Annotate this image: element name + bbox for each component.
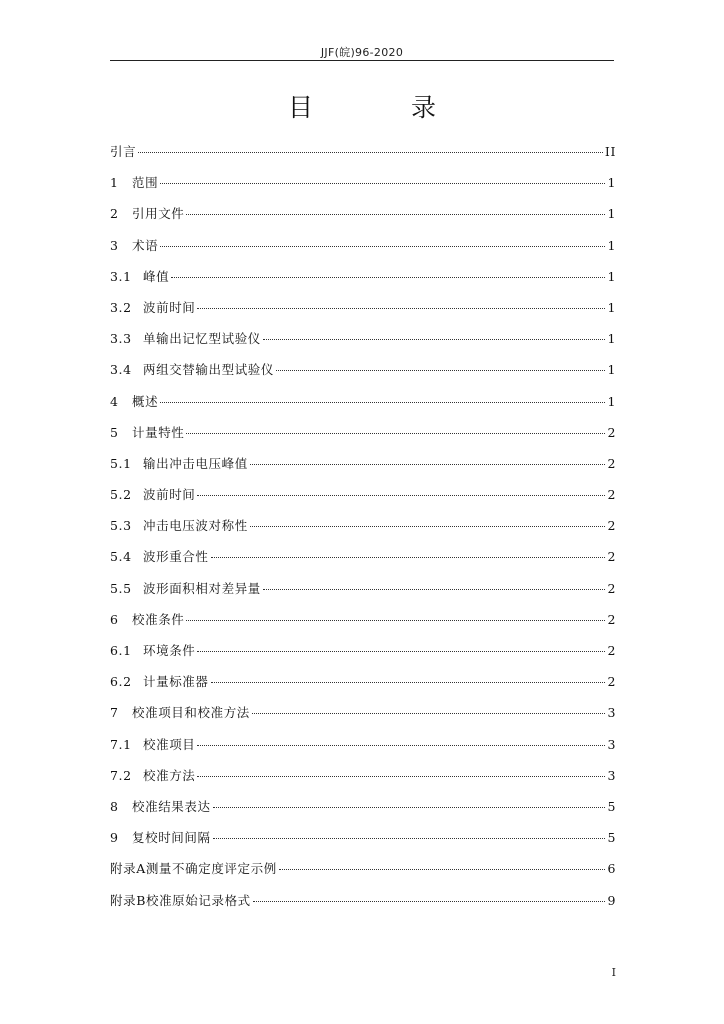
toc-entry-label: 引用文件 xyxy=(132,206,185,222)
toc-entry[interactable] xyxy=(110,171,616,202)
toc-entry-page: 2 xyxy=(607,611,616,627)
toc-entry[interactable] xyxy=(110,202,616,233)
toc-entry-page: 3 xyxy=(607,705,616,721)
running-header: JJF(皖)96-2020 xyxy=(320,46,404,59)
toc-entry[interactable] xyxy=(110,733,616,764)
toc-entry-page: 3 xyxy=(607,736,616,752)
dot-leader xyxy=(213,838,606,839)
dot-leader xyxy=(171,277,605,278)
page-title: 目 录 xyxy=(288,93,481,122)
toc-entry[interactable] xyxy=(110,670,616,701)
toc-entry[interactable] xyxy=(110,608,616,639)
toc-entry[interactable] xyxy=(110,764,616,795)
toc-entry-label: 校准方法 xyxy=(143,767,196,783)
toc-entry-page: 2 xyxy=(607,580,616,596)
dot-leader xyxy=(197,745,605,746)
toc-entry-page: 6 xyxy=(607,861,616,877)
toc-entry-page: 1 xyxy=(607,393,616,409)
toc-entry[interactable] xyxy=(110,265,616,296)
toc-entry-label: 校准项目和校准方法 xyxy=(132,705,250,721)
toc-entry-label: 峰值 xyxy=(143,268,170,284)
toc-entry-label: 引言 xyxy=(110,144,137,159)
toc-entry-page: 5 xyxy=(607,830,616,846)
toc-entry-page: II xyxy=(604,144,616,159)
toc-entry-page: 2 xyxy=(607,424,616,440)
toc-entry[interactable] xyxy=(110,889,616,920)
dot-leader xyxy=(197,651,605,652)
toc-entry-number: 5.1 xyxy=(110,455,132,471)
toc-entry-page: 1 xyxy=(607,237,616,253)
dot-leader xyxy=(211,682,606,683)
toc-entry-page: 2 xyxy=(607,487,616,503)
dot-leader xyxy=(276,370,605,371)
toc-entry[interactable] xyxy=(110,701,616,732)
dot-leader xyxy=(279,869,606,870)
dot-leader xyxy=(250,464,606,465)
toc-entry[interactable] xyxy=(110,483,616,514)
toc-entry-label: 冲击电压波对称性 xyxy=(143,518,248,534)
toc-entry[interactable] xyxy=(110,234,616,265)
toc-entry-number: 3 xyxy=(110,237,119,253)
toc-entry-label: 计量标准器 xyxy=(143,674,209,690)
toc-entry-label: 输出冲击电压峰值 xyxy=(143,455,248,471)
toc-entry[interactable] xyxy=(110,514,616,545)
toc-entry-label: 复校时间间隔 xyxy=(132,830,211,846)
header-rule xyxy=(110,60,614,61)
toc-entry[interactable] xyxy=(110,421,616,452)
toc-entry-number: 3.2 xyxy=(110,299,132,315)
toc-entry-page: 1 xyxy=(607,362,616,378)
toc-entry-number: 9 xyxy=(110,830,119,846)
toc-entry-page: 2 xyxy=(607,518,616,534)
toc-entry[interactable] xyxy=(110,327,616,358)
toc-entry[interactable] xyxy=(110,390,616,421)
toc-entry-label: 附录B校准原始记录格式 xyxy=(110,892,251,908)
toc-entry-page: 2 xyxy=(607,643,616,658)
toc-entry-label: 波前时间 xyxy=(143,299,196,315)
toc-entry-number: 5.5 xyxy=(110,580,132,596)
toc-entry-number: 5.3 xyxy=(110,518,132,534)
toc-entry[interactable] xyxy=(110,577,616,608)
dot-leader xyxy=(160,246,605,247)
dot-leader xyxy=(197,776,605,777)
toc-entry-number: 4 xyxy=(110,393,119,409)
toc-entry-page: 1 xyxy=(607,299,616,315)
dot-leader xyxy=(263,339,606,340)
toc-entry[interactable] xyxy=(110,452,616,483)
toc-entry-page: 3 xyxy=(607,767,616,783)
dot-leader xyxy=(186,433,605,434)
toc-entry[interactable] xyxy=(110,826,616,857)
toc-entry-number: 7.1 xyxy=(110,736,132,752)
toc-entry-label: 校准项目 xyxy=(143,736,196,752)
dot-leader xyxy=(138,152,603,153)
toc-entry[interactable] xyxy=(110,296,616,327)
toc-entry-label: 术语 xyxy=(132,237,159,253)
dot-leader xyxy=(186,620,605,621)
toc-entry-number: 1 xyxy=(110,175,119,191)
toc-entry-number: 3.4 xyxy=(110,362,132,378)
toc-entry-number: 5 xyxy=(110,424,119,440)
toc-entry-label: 附录A测量不确定度评定示例 xyxy=(110,861,277,877)
toc-entry[interactable] xyxy=(110,795,616,826)
toc-entry-page: 1 xyxy=(607,268,616,284)
toc-entry[interactable] xyxy=(110,857,616,888)
toc-entry-number: 7.2 xyxy=(110,767,132,783)
dot-leader xyxy=(263,589,606,590)
dot-leader xyxy=(211,557,606,558)
toc-entry-page: 9 xyxy=(607,892,616,908)
dot-leader xyxy=(197,308,605,309)
dot-leader xyxy=(160,183,605,184)
toc-entry-number: 5.2 xyxy=(110,487,132,503)
toc-entry-label: 波前时间 xyxy=(143,487,196,503)
toc-entry-label: 范围 xyxy=(132,175,159,191)
toc-entry[interactable] xyxy=(110,140,616,171)
toc-entry-number: 3.1 xyxy=(110,268,132,284)
toc-entry-page: 1 xyxy=(607,206,616,222)
dot-leader xyxy=(253,901,606,902)
toc-entry-number: 6.2 xyxy=(110,674,132,690)
toc-entry-number: 6.1 xyxy=(110,643,132,658)
toc-entry-number: 8 xyxy=(110,798,119,814)
toc-entry-label: 校准结果表达 xyxy=(132,798,211,814)
toc-entry-label: 概述 xyxy=(132,393,159,409)
table-of-contents xyxy=(110,140,616,920)
toc-entry-number: 2 xyxy=(110,206,119,222)
toc-entry-label: 波形面积相对差异量 xyxy=(143,580,261,596)
dot-leader xyxy=(250,526,606,527)
toc-entry-number: 3.3 xyxy=(110,331,132,347)
toc-entry-number: 5.4 xyxy=(110,549,132,565)
toc-entry-label: 两组交替输出型试验仪 xyxy=(143,362,275,378)
dot-leader xyxy=(197,495,605,496)
page-number: I xyxy=(611,966,616,979)
toc-entry-page: 1 xyxy=(607,331,616,347)
dot-leader xyxy=(252,713,606,714)
toc-entry[interactable] xyxy=(110,639,616,670)
toc-entry-label: 单输出记忆型试验仪 xyxy=(143,331,261,347)
toc-entry-label: 校准条件 xyxy=(132,611,185,627)
toc-entry[interactable] xyxy=(110,545,616,576)
dot-leader xyxy=(186,214,605,215)
dot-leader xyxy=(213,807,606,808)
toc-entry-page: 2 xyxy=(607,549,616,565)
toc-entry-label: 计量特性 xyxy=(132,424,185,440)
toc-entry-number: 6 xyxy=(110,611,119,627)
toc-entry-number: 7 xyxy=(110,705,119,721)
toc-entry-page: 2 xyxy=(607,455,616,471)
toc-entry-page: 5 xyxy=(607,798,616,814)
toc-entry[interactable] xyxy=(110,358,616,389)
toc-entry-label: 环境条件 xyxy=(143,643,196,658)
toc-entry-label: 波形重合性 xyxy=(143,549,209,565)
dot-leader xyxy=(160,402,605,403)
toc-entry-page: 1 xyxy=(607,175,616,191)
toc-entry-page: 2 xyxy=(607,674,616,690)
